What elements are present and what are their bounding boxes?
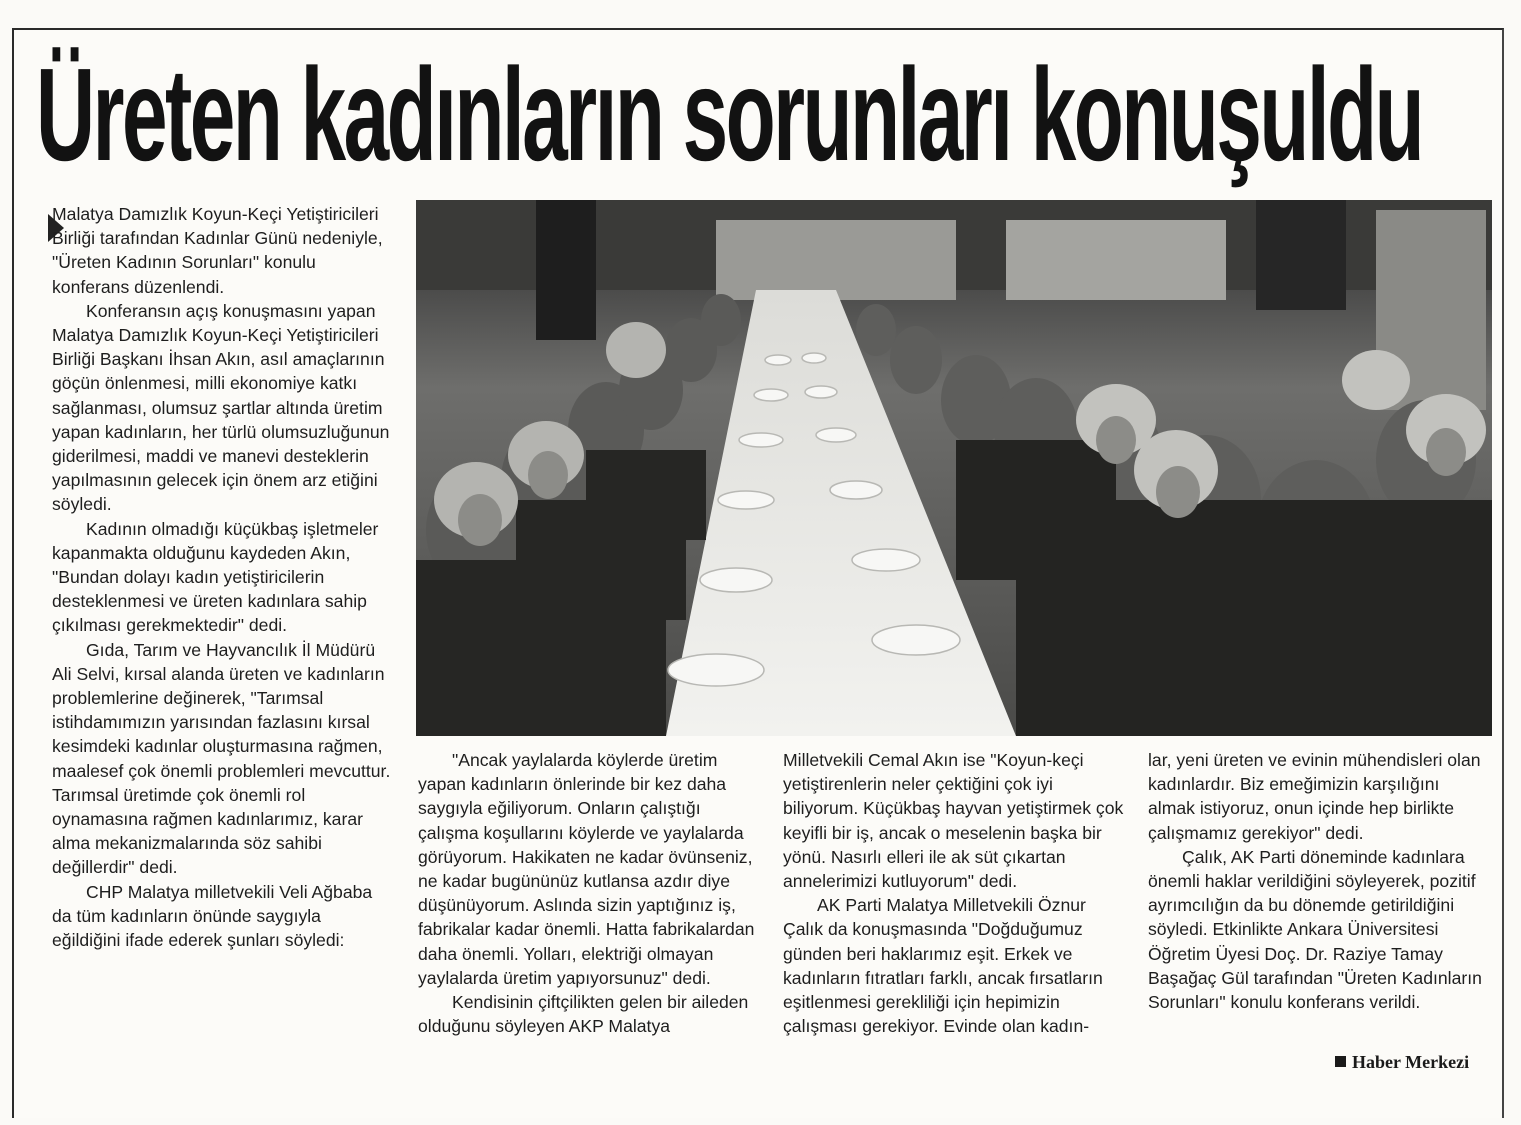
article-column-4 <box>1148 748 1488 1014</box>
headline: Üreten kadınların sorunları konuşuldu <box>36 41 1423 188</box>
article-paragraph: CHP Malatya milletvekili Veli Ağbaba da tüm kadınların önünde saygıyla eğildiğini ifade ederek şunları söyledi: <box>52 881 373 951</box>
article-paragraph: Konferansın açış konuşmasını yapan Malatya Damızlık Koyun-Keçi Yetiştiricileri Birliği Başkanı İhsan Akın, asıl amaçlarının göçün önlenmesi, milli ekonomiye katkı sağlanması, olumsuz şartlar altında üretim yapan kadınların, her türlü olumsuzluğunun giderilmesi, maddi ve manevi desteklerin yapılmasının gelecek için önem arz etiğini söyledi. <box>52 300 390 515</box>
article-paragraph: Milletvekili Cemal Akın ise "Koyun-keçi yetiştirenlerin neler çektiğini çok iyi biliyorum. Küçükbaş hayvan yetiştirmek çok keyifli bir iş, ancak o meselenin başka bir yönü. Nasırlı elleri ile ak süt çıkartan annelerimizi kutluyorum" dedi. <box>783 750 1124 892</box>
article-paragraph: Malatya Damızlık Koyun-Keçi Yetiştiricileri Birliği tarafından Kadınlar Günü nedeniyle, "Üreten Kadının Sorunları" konulu konferans düzenlendi. <box>52 204 383 297</box>
article-column-2 <box>418 748 763 1038</box>
byline <box>1335 1052 1495 1076</box>
article-paragraph: lar, yeni üreten ve evinin mühendisleri olan kadınlardır. Biz emeğimizin karşılığını almak istiyoruz, onun içinde hep birlikte çalışmamız gerekiyor" dedi. <box>1148 750 1481 843</box>
article-paragraph: "Ancak yaylalarda köylerde üretim yapan kadınların önlerinde bir kez daha saygıyla eğiliyorum. Onların çalıştığı çalışma koşullarını köylerde ve yaylalarda görüyorum. Hakikaten ne kadar övünseniz, ne kadar bugününüz kutlansa azdır diye düşünüyorum. Aslında sizin yaptığınız iş, fabrikalar kadar önemli. Hatta fabrikalardan daha önemli. Yolları, elektriği olmayan yaylalarda üretim yapıyorsunuz" dedi. <box>418 750 755 988</box>
article-column-3 <box>783 748 1128 1038</box>
article-paragraph: Kendisinin çiftçilikten gelen bir aileden olduğunu söyleyen AKP Malatya <box>418 992 749 1037</box>
article-paragraph: Gıda, Tarım ve Hayvancılık İl Müdürü Ali Selvi, kırsal alanda üreten ve kadınların problemlerine değinerek, "Tarımsal istihdamımızın yarısından fazlasını kırsal kesimdeki kadınlar oluşturmasına rağmen, maalesef çok önemli problemleri mevcuttur. Tarımsal üretimde çok önemli rol oynamasına rağmen kadınlarımız, karar alma mekanizmalarında söz sahibi değillerdir" dedi. <box>52 639 391 878</box>
byline-text: Haber Merkezi <box>1352 1052 1470 1072</box>
article-paragraph: AK Parti Malatya Milletvekili Öznur Çalık da konuşmasında "Doğduğumuz günden beri haklarımız eşit. Erkek ve kadınların fıtratları farklı, ancak fırsatların eşitlenmesi gerekliliği için hepimizin çalışması gerekiyor. Evinde olan kadın- <box>783 895 1103 1037</box>
event-photo <box>416 200 1492 736</box>
article-column-1 <box>52 202 392 952</box>
byline-square-icon <box>1335 1056 1346 1067</box>
article-paragraph: Kadının olmadığı küçükbaş işletmeler kapanmakta olduğunu kaydeden Akın, "Bundan dolayı kadın yetiştiricilerin desteklenmesi ve üreten kadınlara sahip çıkılması gerekmektedir" dedi. <box>52 518 379 636</box>
article-paragraph: Çalık, AK Parti döneminde kadınlara önemli haklar verildiğini söyleyerek, pozitif ayrımcılığın da bu dönemde getirildiğini söyledi. Etkinlikte Ankara Üniversitesi Öğretim Üyesi Doç. Dr. Raziye Tamay Başağaç Gül tarafından "Üreten Kadınların Sorunları" konulu konferans verildi. <box>1148 846 1482 1013</box>
